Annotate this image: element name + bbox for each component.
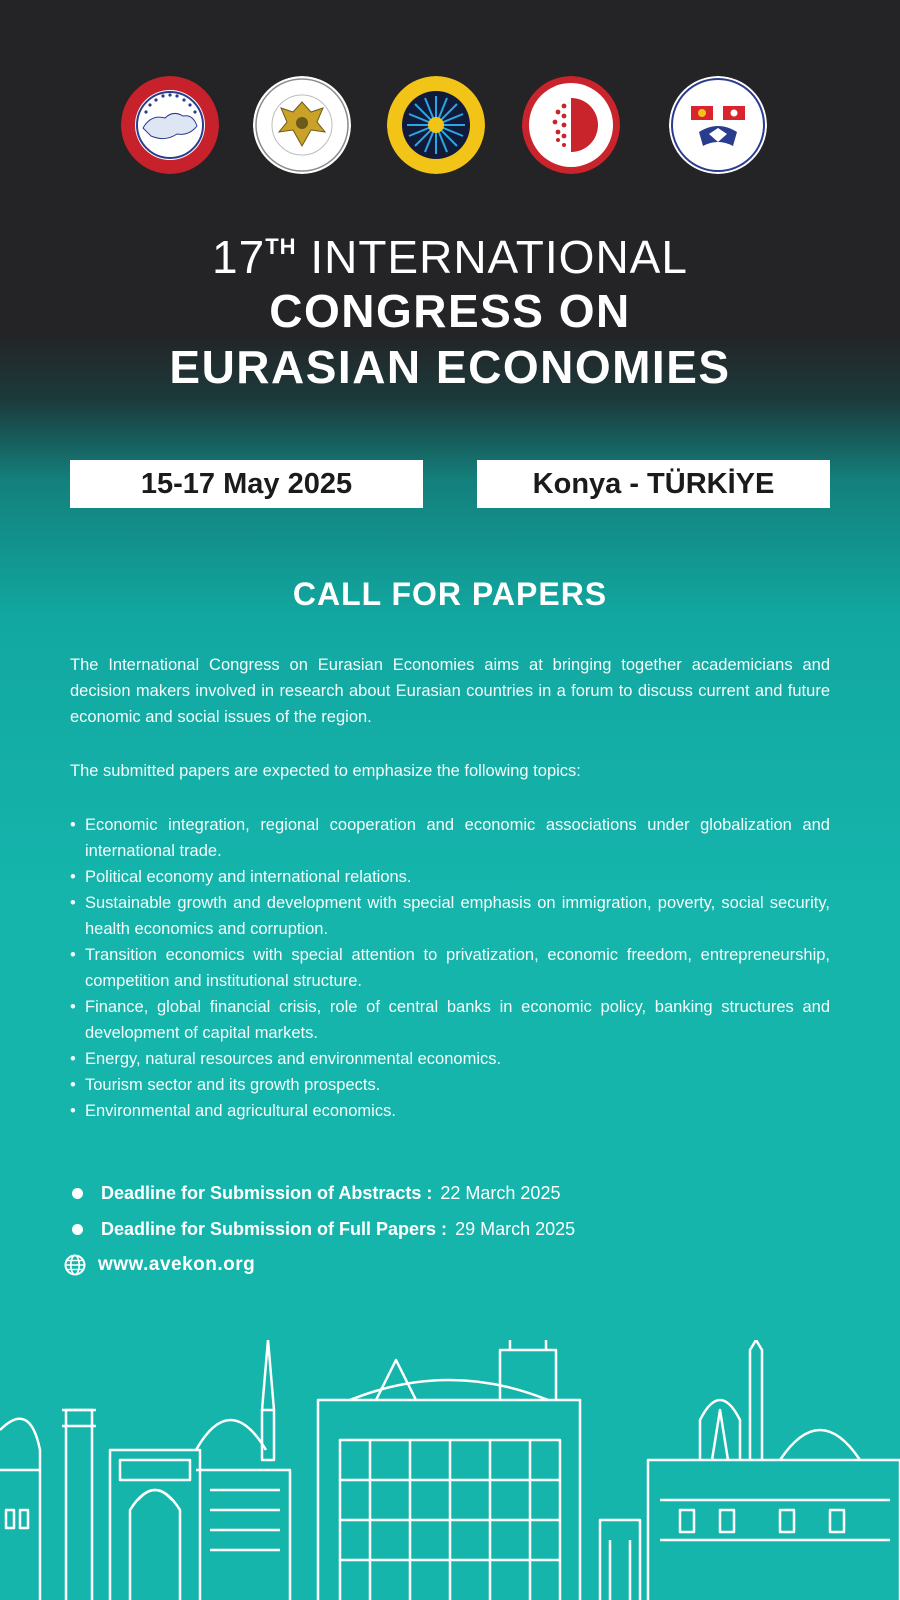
intro-paragraph: The International Congress on Eurasian Economies aims at bringing together academicians and decision makers involved in research about Eurasian countries in a forum to discuss current and future economic and social issues of the region. <box>70 656 830 726</box>
konya-skyline-illustration <box>0 1340 900 1600</box>
topic-item: • Energy, natural resources and environmental economics. <box>70 1046 830 1072</box>
topic-item: • Political economy and international relations. <box>70 864 830 890</box>
title-line-3: EURASIAN ECONOMIES <box>169 341 731 393</box>
topic-item: • Finance, global financial crisis, role of central banks in economic policy, banking structures and development of capital markets. <box>70 994 830 1046</box>
avrasya-ekonomistler-logo <box>121 76 219 174</box>
title-line-1 <box>0 230 900 284</box>
website-url[interactable]: www.avekon.org <box>98 1254 256 1275</box>
event-dates-box <box>70 460 423 508</box>
bullet-dot-icon <box>72 1224 83 1235</box>
topic-item: • Transition economics with special attention to privatization, economic freedom, entrepreneurship, competition and institutional structure. <box>70 942 830 994</box>
globe-icon <box>64 1254 86 1276</box>
beykent-university-logo <box>387 76 485 174</box>
event-location: Konya - TÜRKİYE <box>532 467 775 500</box>
title-international: INTERNATIONAL <box>310 231 688 283</box>
event-dates: 15-17 May 2025 <box>140 467 353 500</box>
topics-list <box>70 812 830 1124</box>
topic-item: • Tourism sector and its growth prospects. <box>70 1072 830 1098</box>
manas-university-logo <box>669 76 767 174</box>
abstract-deadline <box>70 1183 560 1204</box>
logos-row <box>0 76 900 176</box>
topics-intro: The submitted papers are expected to emphasize the following topics: <box>70 762 581 780</box>
bullet-dot-icon <box>72 1188 83 1199</box>
edition-suffix: TH <box>265 234 297 259</box>
call-for-papers-heading: CALL FOR PAPERS <box>292 576 608 612</box>
selcuk-university-logo <box>253 76 351 174</box>
abstract-deadline-label: Deadline for Submission of Abstracts : <box>101 1183 433 1203</box>
title-line-2: CONGRESS ON <box>269 285 631 337</box>
event-location-box <box>477 460 830 508</box>
edition-number: 17 <box>212 231 266 283</box>
dogus-university-logo <box>522 76 620 174</box>
full-paper-deadline-date: 29 March 2025 <box>455 1219 576 1239</box>
full-paper-deadline-label: Deadline for Submission of Full Papers : <box>101 1219 448 1239</box>
topic-item: • Sustainable growth and development with special emphasis on immigration, poverty, social security, health economics and corruption. <box>70 890 830 942</box>
topic-item: • Economic integration, regional cooperation and economic associations under globalization and international trade. <box>70 812 830 864</box>
full-paper-deadline <box>70 1219 575 1240</box>
topic-item: • Environmental and agricultural economics. <box>70 1098 830 1124</box>
abstract-deadline-date: 22 March 2025 <box>440 1183 561 1203</box>
website-link[interactable] <box>64 1254 255 1276</box>
